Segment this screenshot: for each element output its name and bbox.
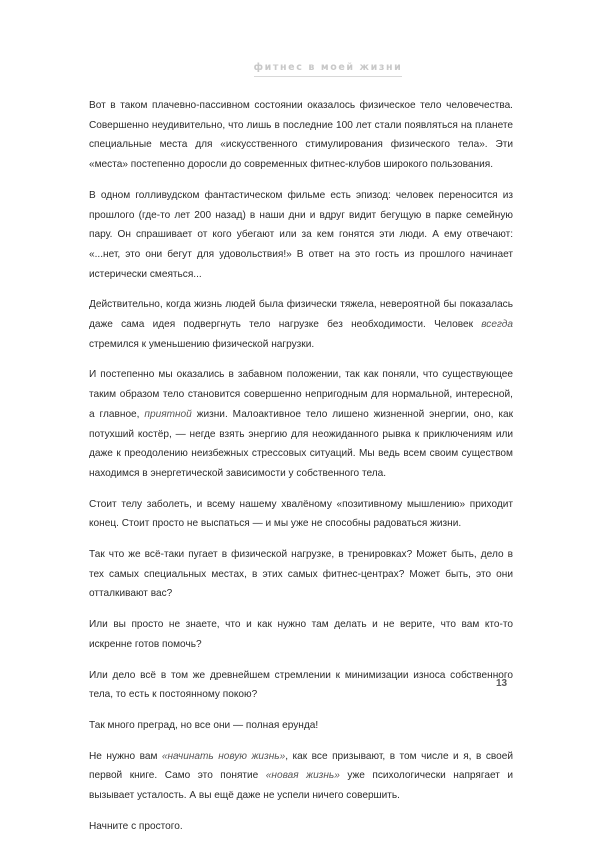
text-segment: В одном голливудском фантастическом фильме есть эпизод: человек переносится из прошлого (где-то лет 200 назад) в наши дни и вдруг видит бегущую в парке семейную пару. Он спрашивает от кого убегают или за кем гонятся эти люди. А ему отвечают: «...нет, это они бегут для удовольствия!» В ответ на это гость из прошлого начинает истерически смеяться... (89, 189, 513, 280)
text-segment: Вот в таком плачевно-пассивном состоянии оказалось физическое тело человечества. Совершенно неудивительно, что лишь в последние 100 лет стали появляться на планете специальные места для «искусственного стимулирования физического тела». Эти «места» постепенно доросли до современных фитнес-клубов широкого пользования. (89, 100, 513, 171)
body-paragraph (89, 716, 513, 736)
text-segment: уже психологически напрягает и вызывает усталость. А вы ещё даже не успели ничего совершить. (89, 770, 513, 802)
italic-phrase: «начинать новую жизнь» (161, 750, 286, 762)
running-head: фитнес в моей жизни (254, 62, 403, 77)
body-paragraph (89, 186, 513, 285)
body-paragraph (89, 747, 513, 806)
text-segment: Действительно, когда жизнь людей была физически тяжела, невероятной бы показалась даже сама идея подвергнуть тело нагрузке без необходимости. Человек (89, 299, 513, 331)
text-segment: стремился к уменьшению физической нагрузки. (89, 338, 315, 350)
body-paragraph (89, 817, 513, 837)
page-number: 13 (496, 678, 508, 689)
body-paragraph (89, 545, 513, 604)
italic-phrase: «новая жизнь» (265, 770, 340, 782)
body-paragraph (89, 666, 513, 705)
italic-phrase: приятной (144, 408, 192, 420)
body-paragraph (89, 295, 513, 354)
text-segment: Так что же всё-таки пугает в физической нагрузке, в тренировках? Может быть, дело в тех самых специальных местах, в этих самых фитнес-центрах? Может быть, это они отталкивают вас? (89, 549, 513, 600)
page-header (28, 57, 600, 77)
text-segment: Стоит телу заболеть, и всему нашему хвалёному «позитивному мышлению» приходит конец. Стоит просто не выспаться — и мы уже не способны радоваться жизни. (89, 498, 513, 530)
body-paragraph (89, 615, 513, 654)
text-segment: И постепенно мы оказались в забавном положении, так как поняли, что существующее таким образом тело становится совершенно непригодным для нормальной, интересной, а главное, (89, 369, 513, 420)
text-segment: жизни. Малоактивное тело лишено жизненной энергии, оно, как потухший костёр, — негде взять энергию для неожиданного рывка к приключениям или даже к преодолению неизбежных стрессовых ситуаций. Мы ведь всем своим существом находимся в энергетической зависимости у собственного тела. (89, 408, 513, 479)
text-segment: Так много преград, но все они — полная ерунда! (89, 719, 319, 731)
page-body (89, 96, 513, 848)
body-paragraph (89, 96, 513, 175)
text-segment: Или вы просто не знаете, что и как нужно там делать и не верите, что вам кто-то искренне готов помочь? (89, 619, 513, 650)
text-segment: , как все призывают, в том числе и я, в своей первой книге. Само это понятие (89, 750, 513, 782)
text-segment: Не нужно вам (89, 750, 162, 762)
text-segment: Или дело всё в том же древнейшем стремлении к минимизации износа собственного тела, то есть к постоянному покою? (89, 669, 513, 701)
italic-phrase: всегда (481, 319, 513, 331)
text-segment: Начните с простого. (89, 820, 183, 832)
body-paragraph (89, 495, 513, 534)
body-paragraph (89, 365, 513, 483)
